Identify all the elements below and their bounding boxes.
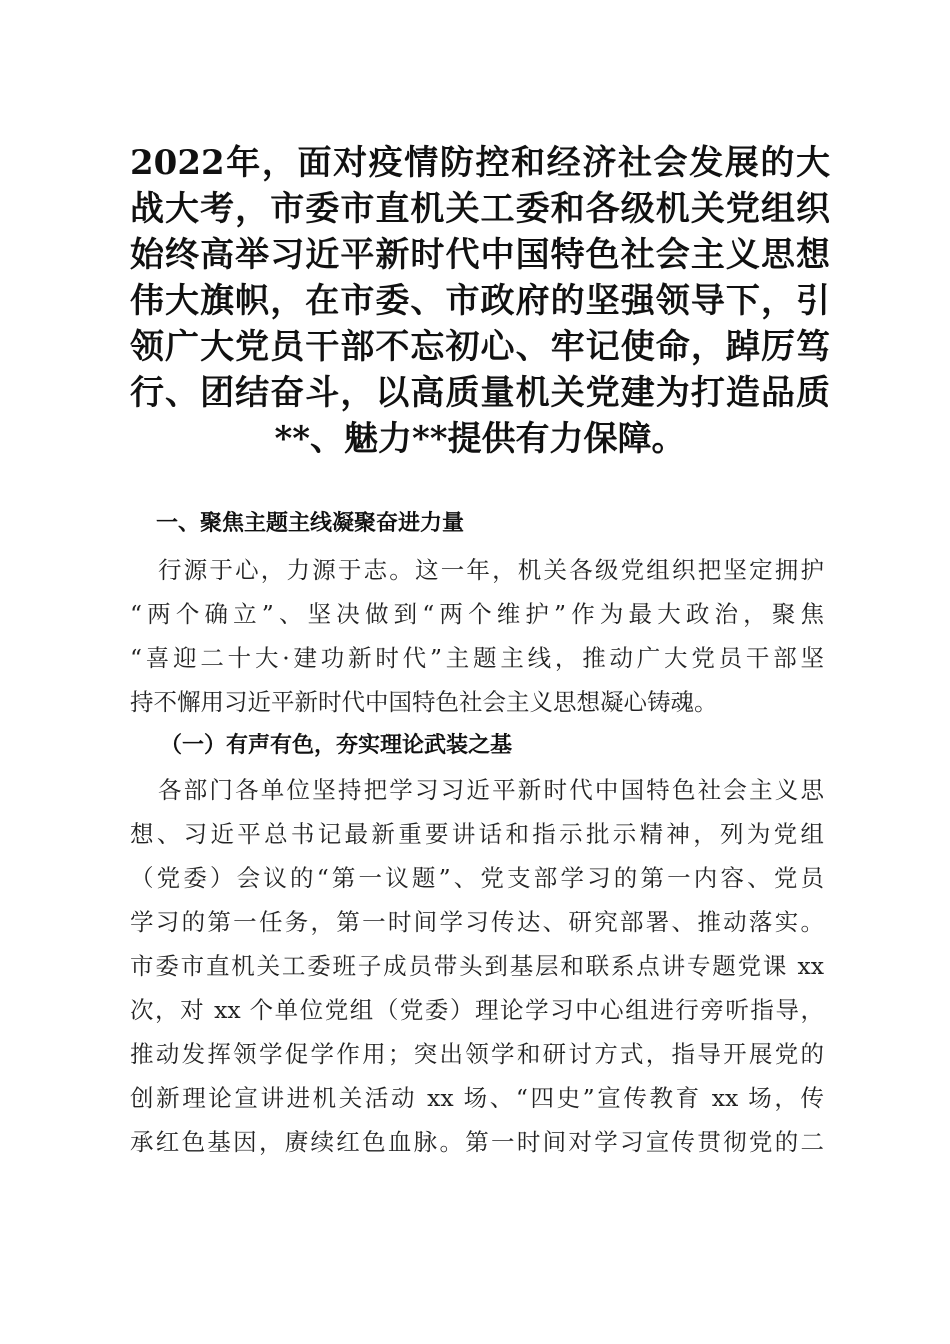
document-body — [130, 500, 824, 1164]
paragraph-line: （党委）会议的“第一议题”、党支部学习的第一内容、党员 — [130, 864, 824, 892]
paragraph-line: “喜迎二十大·建功新时代”主题主线，推动广大党员干部坚 — [130, 644, 824, 672]
intro-line: 行、团结奋斗，以高质量机关党建为打造品质 — [130, 373, 830, 413]
intro-line: 战大考，市委市直机关工委和各级机关党组织 — [130, 189, 830, 229]
intro-line: **、魅力**提供有力保障。 — [274, 419, 686, 459]
subsection-heading: （一）有声有色，夯实理论武装之基 — [160, 733, 513, 758]
intro-line: 2022年，面对疫情防控和经济社会发展的大 — [130, 143, 830, 183]
paragraph-line: 承红色基因，赓续红色血脉。第一时间对学习宣传贯彻党的二 — [130, 1128, 824, 1156]
paragraph-line: 学习的第一任务，第一时间学习传达、研究部署、推动落实。 — [130, 908, 824, 936]
paragraph-line: 想、习近平总书记最新重要讲话和指示批示精神，列为党组 — [130, 820, 824, 848]
paragraph-line: 次，对 xx 个单位党组（党委）理论学习中心组进行旁听指导， — [130, 996, 824, 1024]
intro-paragraph — [130, 140, 830, 462]
paragraph-line: 推动发挥领学促学作用；突出领学和研讨方式，指导开展党的 — [130, 1040, 824, 1068]
paragraph-line: 各部门各单位坚持把学习习近平新时代中国特色社会主义思 — [158, 776, 824, 804]
paragraph-line: 持不懈用习近平新时代中国特色社会主义思想凝心铸魂。 — [130, 688, 718, 716]
intro-line: 伟大旗帜，在市委、市政府的坚强领导下，引 — [130, 281, 830, 321]
paragraph-line: 市委市直机关工委班子成员带头到基层和联系点讲专题党课 xx — [130, 952, 824, 980]
paragraph-line: “两个确立”、坚决做到“两个维护”作为最大政治，聚焦 — [130, 600, 824, 628]
paragraph-line: 创新理论宣讲进机关活动 xx 场、“四史”宣传教育 xx 场，传 — [130, 1084, 824, 1112]
paragraph-line: 行源于心，力源于志。这一年，机关各级党组织把坚定拥护 — [158, 556, 824, 584]
intro-line: 始终高举习近平新时代中国特色社会主义思想 — [130, 235, 830, 275]
intro-line: 领广大党员干部不忘初心、牢记使命，踔厉笃 — [130, 327, 830, 367]
section-heading: 一、聚焦主题主线凝聚奋进力量 — [156, 511, 465, 536]
